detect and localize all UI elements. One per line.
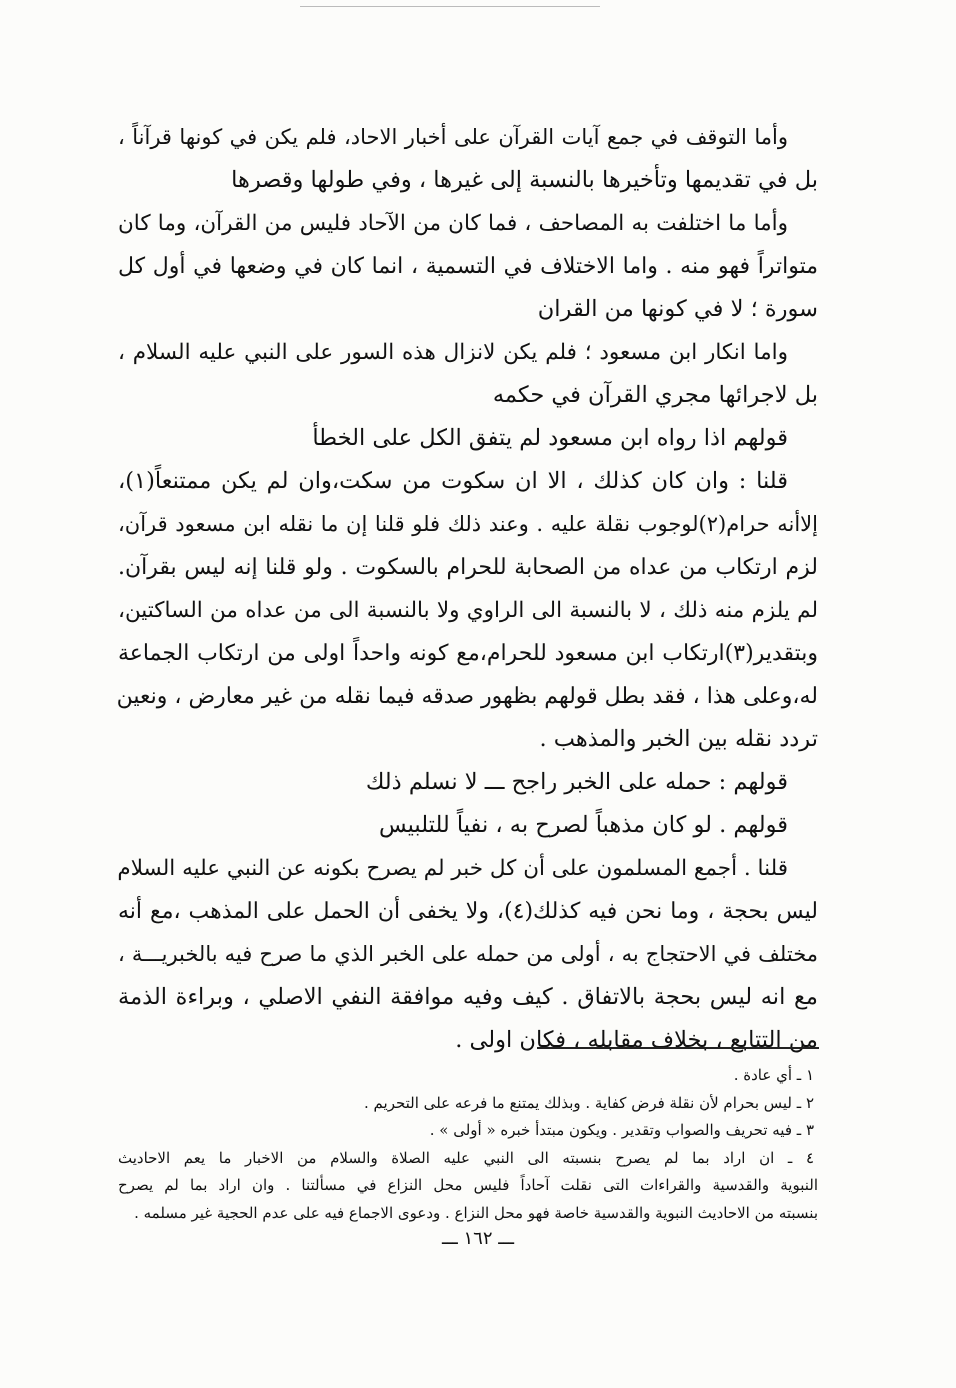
body-text bbox=[118, 116, 818, 1062]
body-line: واما انكار ابن مسعود ؛ فلم يكن لانزال هذه السور على النبي عليه السلام ، bbox=[118, 340, 788, 365]
body-line: مع انه ليس بحجة بالاتفاق . كيف وفيه موافقة النفي الاصلي ، وبراءة الذمة bbox=[118, 984, 818, 1010]
body-line: قولهم : حمله على الخبر راجح ـــ لا نسلم ذلك bbox=[365, 769, 788, 795]
body-line: ليس بحجة ، وما نحن فيه كذلك(٤)، ولا يخفى أن الحمل على المذهب ،مع أنه bbox=[118, 899, 818, 924]
top-rule bbox=[300, 6, 600, 7]
footnote: ٤ ـ ان اراد بما لم يصرح بنسبته الى النبي عليه الصلاة والسلام من الاخبار ما يعم الاحاديث bbox=[118, 1148, 814, 1167]
body-line: وبتقدير(٣)ارتكاب ابن مسعود للحرام،مع كونه واحداً اولى من ارتكاب الجماعة bbox=[118, 641, 819, 666]
body-line: قولهم اذا رواه ابن مسعود لم يتفق الكل على الخطأ bbox=[312, 425, 788, 451]
footnote: ٣ ـ فيه تحريف والصواب وتقدير . ويكون مبتدأ خبره « أولى » . bbox=[429, 1121, 814, 1139]
footnote: ١ ـ أي عادة . bbox=[733, 1066, 814, 1084]
body-line: لزم ارتكاب من عداه من الصحابة للحرام بالسكوت . ولو قلنا إنه ليس بقرآن. bbox=[118, 555, 818, 580]
body-line: قلنا . أجمع المسلمون على أن كل خبر لم يصرح بكونه عن النبي عليه السلام bbox=[117, 856, 788, 881]
body-line: بل في تقديمها وتأخيرها بالنسبة إلى غيرها ، وفي طولها وقصرها bbox=[231, 167, 818, 193]
body-line: لم يلزم منه ذلك ، لا بالنسبة الى الراوي ولا بالنسبة الى من عداه من الساكتين، bbox=[118, 598, 818, 623]
body-line: بل لاجرائها مجري القرآن في حكمه bbox=[492, 382, 818, 408]
body-line: وأما ما اختلفت به المصاحف ، فما كان من الآحاد فليس من القرآن، وما كان bbox=[118, 211, 788, 236]
body-line: وأما التوقف في جمع آيات القرآن على أخبار الاحاد، فلم يكن في كونها قرآناً ، bbox=[118, 125, 788, 149]
body-line: قولهم . لو كان مذهباً لصرح به ، نفياً للتلبيس bbox=[378, 812, 788, 838]
footnote-continuation: النبوية والقدسية والقراءات التى نقلت آحاداً فليس محل النزاع في مسألتنا . وان اراد بما لم يصرح bbox=[118, 1176, 818, 1194]
body-line: مختلف في الاحتجاج به ، أولى من حمله على الخبر الذي ما صرح فيه بالخبريـــة ، bbox=[118, 942, 818, 966]
body-line: إلاأنه حرام(٢)لوجوب نقلة عليه . وعند ذلك فلو قلنا إن ما نقله ابن مسعود قرآن، bbox=[118, 512, 818, 536]
page-number: ـــ ١٦٢ ـــ bbox=[441, 1228, 515, 1249]
body-line: له،وعلى هذا ، فقد بطل قولهم بظهور صدقه فيما نقله من غير معارض ، ونعين bbox=[116, 684, 818, 709]
footnote-divider bbox=[537, 1047, 819, 1049]
footnote-continuation: بنسبته من الاحاديث النبوية والقدسية خاصة فهو محل النزاع . ودعوى الاجماع فيه على عدم الحجية غير مسلمه . bbox=[134, 1203, 818, 1222]
body-line: سورة ؛ لا في كونها من القران bbox=[537, 296, 818, 322]
body-line: من التتابع ، بخلاف مقابله ، فكان اولى . bbox=[455, 1027, 818, 1053]
body-line: متواتراً فهو منه . واما الاختلاف في التسمية ، انما كان في وضعها في أول كل bbox=[118, 254, 818, 279]
footnotes bbox=[118, 1062, 818, 1227]
body-line: قلنا : وان كان كذلك ، الا ان سكوت من سكت،وان لم يكن ممتنعاً(١)، bbox=[118, 468, 788, 494]
body-line: تردد نقله بين الخبر والمذهب . bbox=[539, 726, 818, 752]
footnote: ٢ ـ ليس بحرام لأن نقلة فرض كفاية . وبذلك يمتنع ما فرعه على التحريم . bbox=[364, 1093, 814, 1112]
